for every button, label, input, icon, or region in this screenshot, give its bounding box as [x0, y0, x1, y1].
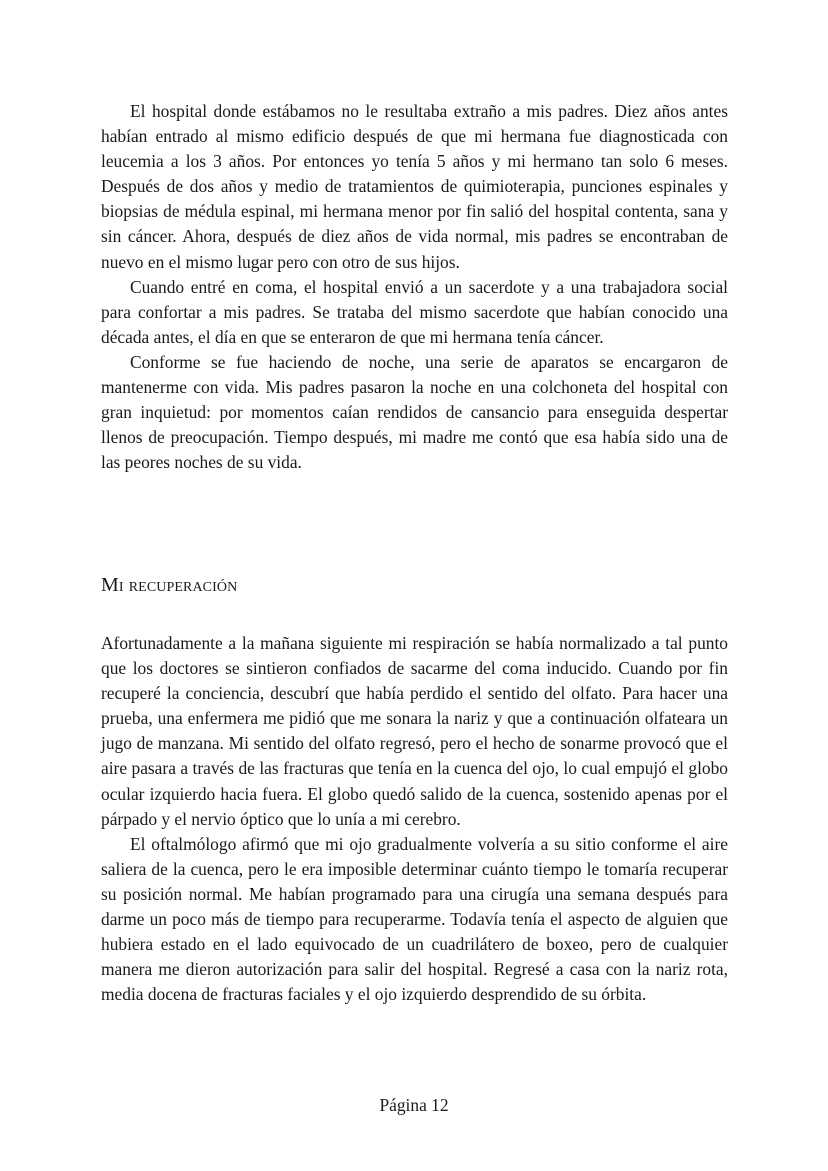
- paragraph-ophthalmologist: El oftalmólogo afirmó que mi ojo gradualmente volvería a su sitio conforme el aire saliera de la cuenca, pero le era imposible determinar cuánto tiempo le tomaría recuperar su posición normal. Me habían programado para una cirugía una semana después para darme un poco más de tiempo para recuperarme. Todavía tenía el aspecto de alguien que hubiera estado en el lado equivocado de un cuadrilátero de boxeo, pero de cualquier manera me dieron autorización para salir del hospital. Regresé a casa con la nariz rota, media docena de fracturas faciales y el ojo izquierdo desprendido de su órbita.: [101, 833, 728, 1005]
- section-recovery: [101, 631, 728, 1007]
- paragraph-morning: Afortunadamente a la mañana siguiente mi respiración se había normalizado a tal punto que los doctores se sintieron confiados de sacarme del coma inducido. Cuando por fin recuperé la conciencia, descubrí que había perdido el sentido del olfato. Para hacer una prueba, una enfermera me pidió que me sonara la nariz y que a continuación olfateara un jugo de manzana. Mi sentido del olfato regresó, pero el hecho de sonarme provocó que el aire pasara a través de las fracturas que tenía en la cuenca del ojo, lo cual empujó el globo ocular izquierdo hacia fuera. El globo quedó salido de la cuenca, sostenido apenas por el párpado y el nervio óptico que lo unía a mi cerebro.: [101, 633, 728, 829]
- paragraph-night: Conforme se fue haciendo de noche, una serie de aparatos se encargaron de mantenerme con vida. Mis padres pasaron la noche en una colchoneta del hospital con gran inquietud: por momentos caían rendidos de cansancio para enseguida despertar llenos de preocupación. Tiempo después, mi madre me contó que esa había sido una de las peores noches de su vida.: [101, 351, 728, 473]
- page-number: Página 12: [379, 1095, 449, 1115]
- section-heading: Mi recuperación: [101, 574, 238, 596]
- section-intro: [101, 99, 728, 475]
- paragraph-coma: Cuando entré en coma, el hospital envió a un sacerdote y a una trabajadora social para confortar a mis padres. Se trataba del mismo sacerdote que habían conocido una década antes, el día en que se enteraron de que mi hermana tenía cáncer.: [101, 276, 728, 347]
- paragraph-hospital: El hospital donde estábamos no le resultaba extraño a mis padres. Diez años antes habían entrado al mismo edificio después de que mi hermana fue diagnosticada con leucemia a los 3 años. Por entonces yo tenía 5 años y mi hermano tan solo 6 meses. Después de dos años y medio de tratamientos de quimioterapia, punciones espinales y biopsias de médula espinal, mi hermana menor por fin salió del hospital contenta, sana y sin cáncer. Ahora, después de diez años de vida normal, mis padres se encontraban de nuevo en el mismo lugar pero con otro de sus hijos.: [101, 101, 728, 272]
